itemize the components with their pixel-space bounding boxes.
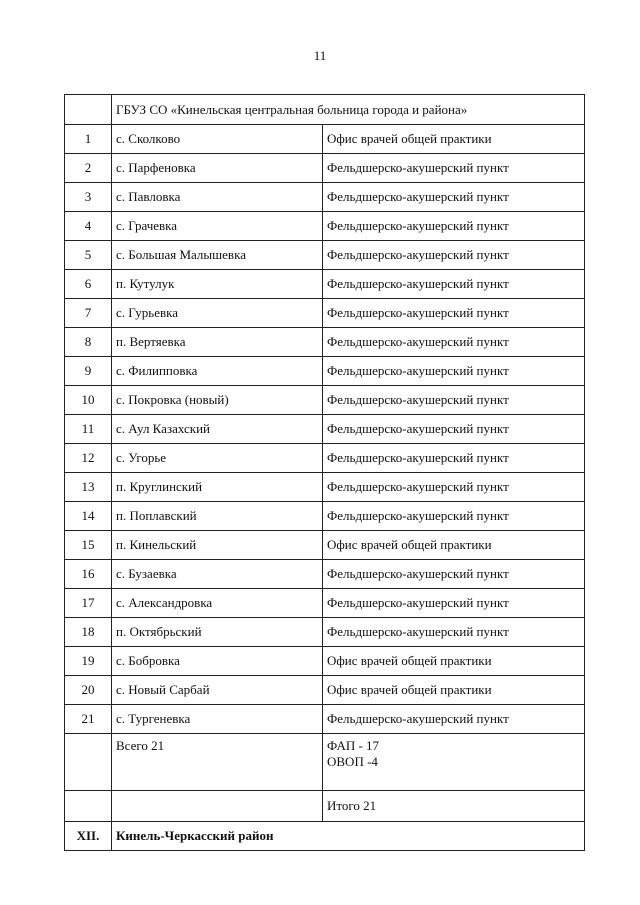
row-settlement: с. Большая Малышевка	[112, 241, 323, 270]
row-facility-type: Фельдшерско-акушерский пункт	[323, 560, 585, 589]
table-row	[65, 676, 585, 705]
row-settlement: п. Октябрьский	[112, 618, 323, 647]
row-settlement: с. Покровка (новый)	[112, 386, 323, 415]
row-settlement: с. Павловка	[112, 183, 323, 212]
row-facility-type: Офис врачей общей практики	[323, 125, 585, 154]
row-facility-type: Фельдшерско-акушерский пункт	[323, 328, 585, 357]
table-row	[65, 560, 585, 589]
row-settlement: с. Грачевка	[112, 212, 323, 241]
table-row	[65, 125, 585, 154]
table-row	[65, 212, 585, 241]
row-settlement: с. Новый Сарбай	[112, 676, 323, 705]
org-header-row	[65, 95, 585, 125]
row-number: 9	[65, 357, 112, 386]
row-settlement: с. Бобровка	[112, 647, 323, 676]
table-row	[65, 270, 585, 299]
totals-fap: ФАП - 17	[327, 738, 380, 753]
row-facility-type: Фельдшерско-акушерский пункт	[323, 270, 585, 299]
row-facility-type: Фельдшерско-акушерский пункт	[323, 705, 585, 734]
next-section-title: Кинель-Черкасский район	[112, 822, 585, 851]
row-number: 11	[65, 415, 112, 444]
grand-total-num-cell	[65, 791, 112, 822]
row-facility-type: Офис врачей общей практики	[323, 647, 585, 676]
org-header-num-cell	[65, 95, 112, 125]
row-settlement: с. Тургеневка	[112, 705, 323, 734]
row-facility-type: Фельдшерско-акушерский пункт	[323, 618, 585, 647]
table-row	[65, 328, 585, 357]
row-number: 7	[65, 299, 112, 328]
row-number: 19	[65, 647, 112, 676]
row-settlement: п. Вертяевка	[112, 328, 323, 357]
row-number: 2	[65, 154, 112, 183]
page-number: 11	[313, 48, 327, 63]
row-facility-type: Офис врачей общей практики	[323, 531, 585, 560]
row-number: 1	[65, 125, 112, 154]
row-number: 8	[65, 328, 112, 357]
facilities-table-body	[65, 95, 585, 851]
row-number: 3	[65, 183, 112, 212]
row-settlement: с. Гурьевка	[112, 299, 323, 328]
row-settlement: с. Филипповка	[112, 357, 323, 386]
table-row	[65, 183, 585, 212]
row-number: 21	[65, 705, 112, 734]
table-row	[65, 357, 585, 386]
table-row	[65, 502, 585, 531]
row-settlement: п. Кутулук	[112, 270, 323, 299]
table-row	[65, 415, 585, 444]
row-facility-type: Фельдшерско-акушерский пункт	[323, 386, 585, 415]
totals-ovop: ОВОП -4	[327, 754, 378, 769]
next-section-num: XII.	[65, 822, 112, 851]
row-number: 18	[65, 618, 112, 647]
table-row	[65, 386, 585, 415]
row-facility-type: Фельдшерско-акушерский пункт	[323, 502, 585, 531]
totals-breakdown-cell	[323, 734, 585, 791]
facilities-table	[64, 94, 585, 851]
table-row	[65, 241, 585, 270]
row-number: 20	[65, 676, 112, 705]
row-facility-type: Офис врачей общей практики	[323, 676, 585, 705]
row-facility-type: Фельдшерско-акушерский пункт	[323, 357, 585, 386]
totals-label: Всего 21	[116, 738, 165, 753]
row-number: 13	[65, 473, 112, 502]
grand-total-empty-cell	[112, 791, 323, 822]
table-row	[65, 647, 585, 676]
table-row	[65, 618, 585, 647]
row-facility-type: Фельдшерско-акушерский пункт	[323, 589, 585, 618]
row-number: 17	[65, 589, 112, 618]
row-number: 5	[65, 241, 112, 270]
row-facility-type: Фельдшерско-акушерский пункт	[323, 299, 585, 328]
table-row	[65, 444, 585, 473]
row-facility-type: Фельдшерско-акушерский пункт	[323, 241, 585, 270]
row-number: 6	[65, 270, 112, 299]
row-number: 12	[65, 444, 112, 473]
row-settlement: п. Поплавский	[112, 502, 323, 531]
row-number: 14	[65, 502, 112, 531]
row-settlement: с. Александровка	[112, 589, 323, 618]
row-facility-type: Фельдшерско-акушерский пункт	[323, 473, 585, 502]
row-facility-type: Фельдшерско-акушерский пункт	[323, 212, 585, 241]
table-row	[65, 705, 585, 734]
row-settlement: с. Сколково	[112, 125, 323, 154]
row-facility-type: Фельдшерско-акушерский пункт	[323, 154, 585, 183]
row-facility-type: Фельдшерско-акушерский пункт	[323, 415, 585, 444]
row-settlement: с. Угорье	[112, 444, 323, 473]
totals-row	[65, 734, 585, 791]
row-settlement: п. Кинельский	[112, 531, 323, 560]
table-row	[65, 589, 585, 618]
totals-num-cell	[65, 734, 112, 791]
row-settlement: с. Бузаевка	[112, 560, 323, 589]
totals-label-cell	[112, 734, 323, 791]
row-settlement: с. Парфеновка	[112, 154, 323, 183]
table-row	[65, 473, 585, 502]
next-section-row	[65, 822, 585, 851]
table-row	[65, 154, 585, 183]
row-settlement: с. Аул Казахский	[112, 415, 323, 444]
table-row	[65, 299, 585, 328]
row-facility-type: Фельдшерско-акушерский пункт	[323, 444, 585, 473]
row-number: 10	[65, 386, 112, 415]
grand-total-cell: Итого 21	[323, 791, 585, 822]
row-settlement: п. Круглинский	[112, 473, 323, 502]
row-number: 4	[65, 212, 112, 241]
org-header-cell: ГБУЗ СО «Кинельская центральная больница города и района»	[112, 95, 585, 125]
row-number: 15	[65, 531, 112, 560]
row-facility-type: Фельдшерско-акушерский пункт	[323, 183, 585, 212]
table-row	[65, 531, 585, 560]
grand-total-row	[65, 791, 585, 822]
row-number: 16	[65, 560, 112, 589]
